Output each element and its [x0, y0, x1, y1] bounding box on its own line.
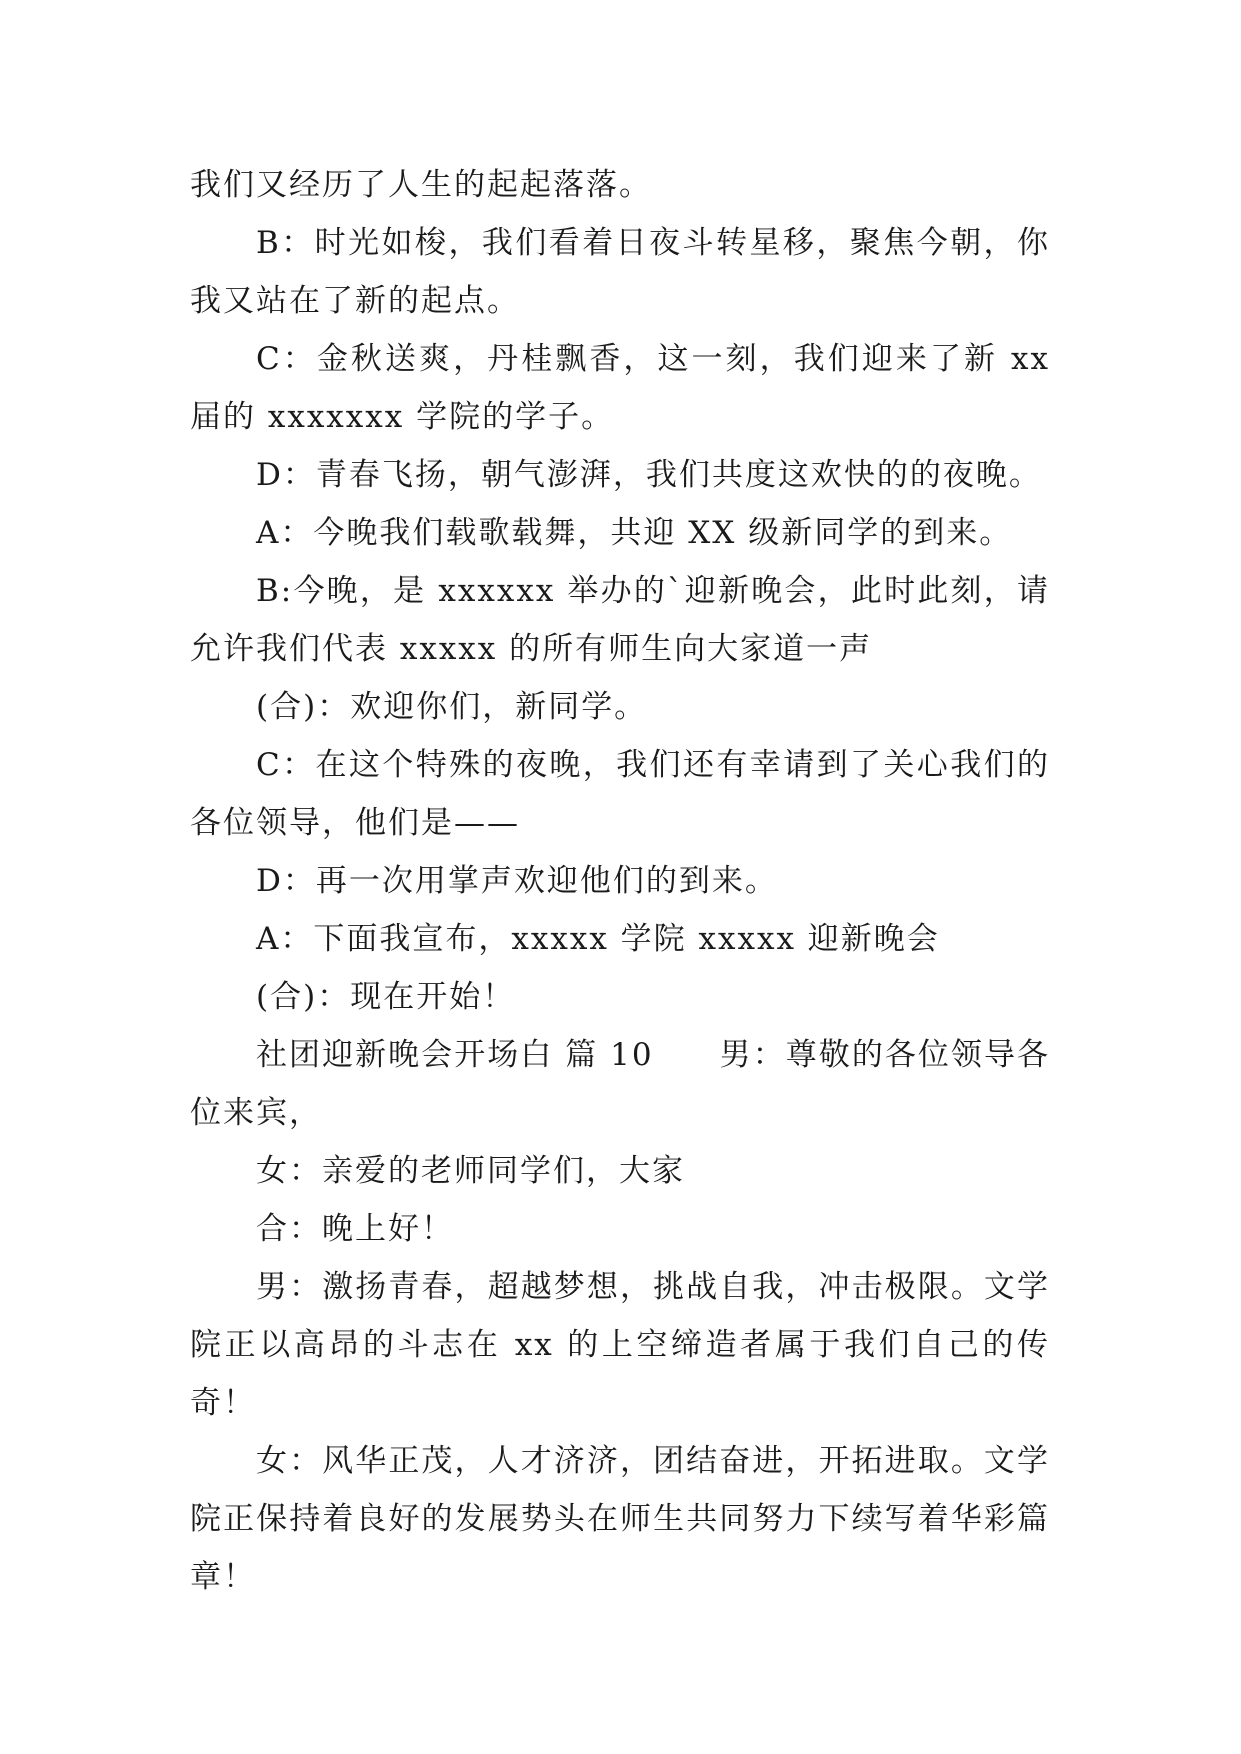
paragraph: 女：亲爱的老师同学们，大家: [256, 1153, 685, 1189]
paragraph: (合)：欢迎你们，新同学。: [256, 689, 648, 725]
paragraph: 我们又经历了人生的起起落落。: [190, 167, 652, 203]
paragraph: A：下面我宣布，xxxxx 学院 xxxxx 迎新晚会: [256, 921, 940, 957]
paragraph: D：再一次用掌声欢迎他们的到来。: [256, 863, 778, 899]
paragraph: C：金秋送爽，丹桂飘香，这一刻，我们迎来了新 xx 届的 xxxxxxx 学院的学子。: [190, 341, 1050, 435]
paragraph: 合：晚上好！: [256, 1211, 454, 1247]
section-heading-paragraph: 社团迎新晚会开场白 篇 10 男：尊敬的各位领导各位来宾，: [190, 1037, 1050, 1131]
paragraph: C：在这个特殊的夜晚，我们还有幸请到了关心我们的各位领导，他们是——: [190, 747, 1050, 841]
paragraph: 男：激扬青春，超越梦想，挑战自我，冲击极限。文学院正以高昂的斗志在 xx 的上空缔造者属于我们自己的传奇！: [190, 1269, 1050, 1421]
paragraph: D：青春飞扬，朝气澎湃，我们共度这欢快的的夜晚。: [256, 457, 1042, 493]
paragraph: B：时光如梭，我们看着日夜斗转星移，聚焦今朝，你我又站在了新的起点。: [190, 225, 1050, 319]
document-body: [190, 156, 1050, 1606]
paragraph: B:今晚，是 xxxxxx 举办的`迎新晚会，此时此刻，请允许我们代表 xxxxx 的所有师生向大家道一声: [190, 573, 1050, 667]
paragraph: (合)：现在开始！: [256, 979, 516, 1015]
paragraph: A：今晚我们载歌载舞，共迎 XX 级新同学的到来。: [256, 515, 1013, 551]
paragraph: 女：风华正茂，人才济济，团结奋进，开拓进取。文学院正保持着良好的发展势头在师生共同努力下续写着华彩篇章！: [190, 1443, 1050, 1595]
